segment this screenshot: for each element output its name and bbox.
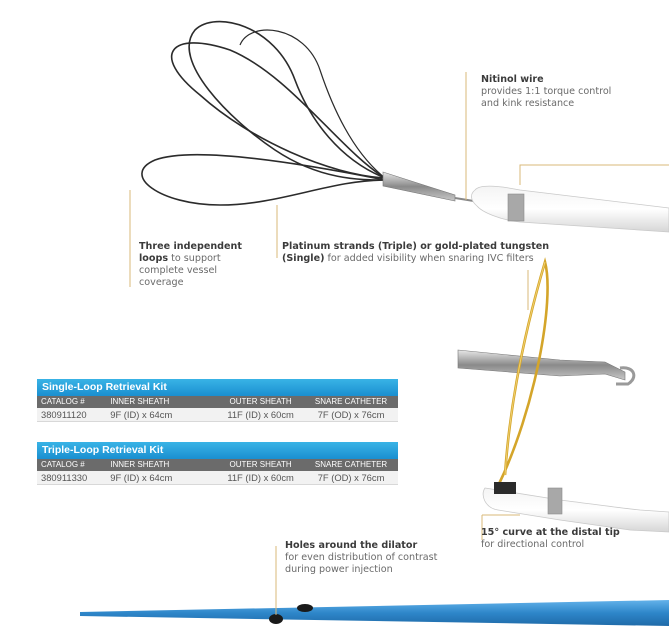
cell-catalog: 380911120 xyxy=(41,409,87,420)
kit-title: Triple-Loop Retrieval Kit xyxy=(37,442,398,459)
header-catalog: CATALOG # xyxy=(41,397,85,406)
cell-inner-sheath: 9F (ID) x 64cm xyxy=(110,409,173,420)
table-row xyxy=(37,471,398,485)
callout-curve xyxy=(481,527,620,551)
callout-loops xyxy=(139,241,242,289)
cell-outer-sheath: 11F (ID) x 60cm xyxy=(227,472,294,483)
single-loop-snare xyxy=(458,262,669,532)
callout-loops-title-b: loops xyxy=(139,253,169,264)
triple-loop-snare xyxy=(142,22,385,205)
snare-shaft xyxy=(383,172,480,202)
cell-outer-sheath: 11F (ID) x 60cm xyxy=(227,409,294,420)
dilator xyxy=(80,600,669,626)
callout-curve-text: for directional control xyxy=(481,539,585,550)
callout-platinum-title-b: (Single) xyxy=(282,253,325,264)
kit-table-triple-loop xyxy=(37,442,398,485)
cell-snare-catheter: 7F (OD) x 76cm xyxy=(317,472,385,483)
kit-table-single-loop xyxy=(37,379,398,422)
callout-loops-text-a: to support xyxy=(171,253,221,264)
header-outer-sheath: OUTER SHEATH xyxy=(229,460,292,469)
callout-loops-text-c: coverage xyxy=(139,277,184,288)
callout-holes xyxy=(285,540,437,576)
dilator-hole-2 xyxy=(297,604,313,612)
callout-holes-title: Holes around the dilator xyxy=(285,540,418,551)
callout-nitinol-line2: and kink resistance xyxy=(481,98,575,109)
header-outer-sheath: OUTER SHEATH xyxy=(229,397,292,406)
header-snare-catheter: SNARE CATHETER xyxy=(314,460,388,469)
kit-header-row xyxy=(37,459,398,471)
callout-curve-title: 15° curve at the distal tip xyxy=(481,527,620,538)
callout-nitinol-title: Nitinol wire xyxy=(481,74,544,85)
callout-platinum xyxy=(282,241,549,265)
header-snare-catheter: SNARE CATHETER xyxy=(314,397,388,406)
cell-snare-catheter: 7F (OD) x 76cm xyxy=(317,409,385,420)
callout-loops-text-b: complete vessel xyxy=(139,265,218,276)
header-inner-sheath: INNER SHEATH xyxy=(110,397,170,406)
table-row xyxy=(37,408,398,422)
callout-holes-line2: during power injection xyxy=(285,564,393,575)
callout-nitinol-line1: provides 1:1 torque control xyxy=(481,86,612,97)
kit-title: Single-Loop Retrieval Kit xyxy=(37,379,398,396)
kit-header-row xyxy=(37,396,398,408)
callout-platinum-text: for added visibility when snaring IVC filters xyxy=(327,253,534,264)
dilator-hole-1 xyxy=(269,614,283,624)
header-inner-sheath: INNER SHEATH xyxy=(110,460,170,469)
cell-inner-sheath: 9F (ID) x 64cm xyxy=(110,472,173,483)
callout-platinum-title-a: Platinum strands (Triple) or gold-plated tungsten xyxy=(282,241,550,252)
catheter-tube-top xyxy=(471,186,669,232)
callout-holes-line1: for even distribution of contrast xyxy=(285,552,438,563)
callout-nitinol xyxy=(481,74,611,110)
callout-loops-title-a: Three independent xyxy=(139,241,242,252)
header-catalog: CATALOG # xyxy=(41,460,85,469)
cell-catalog: 380911330 xyxy=(41,472,88,483)
